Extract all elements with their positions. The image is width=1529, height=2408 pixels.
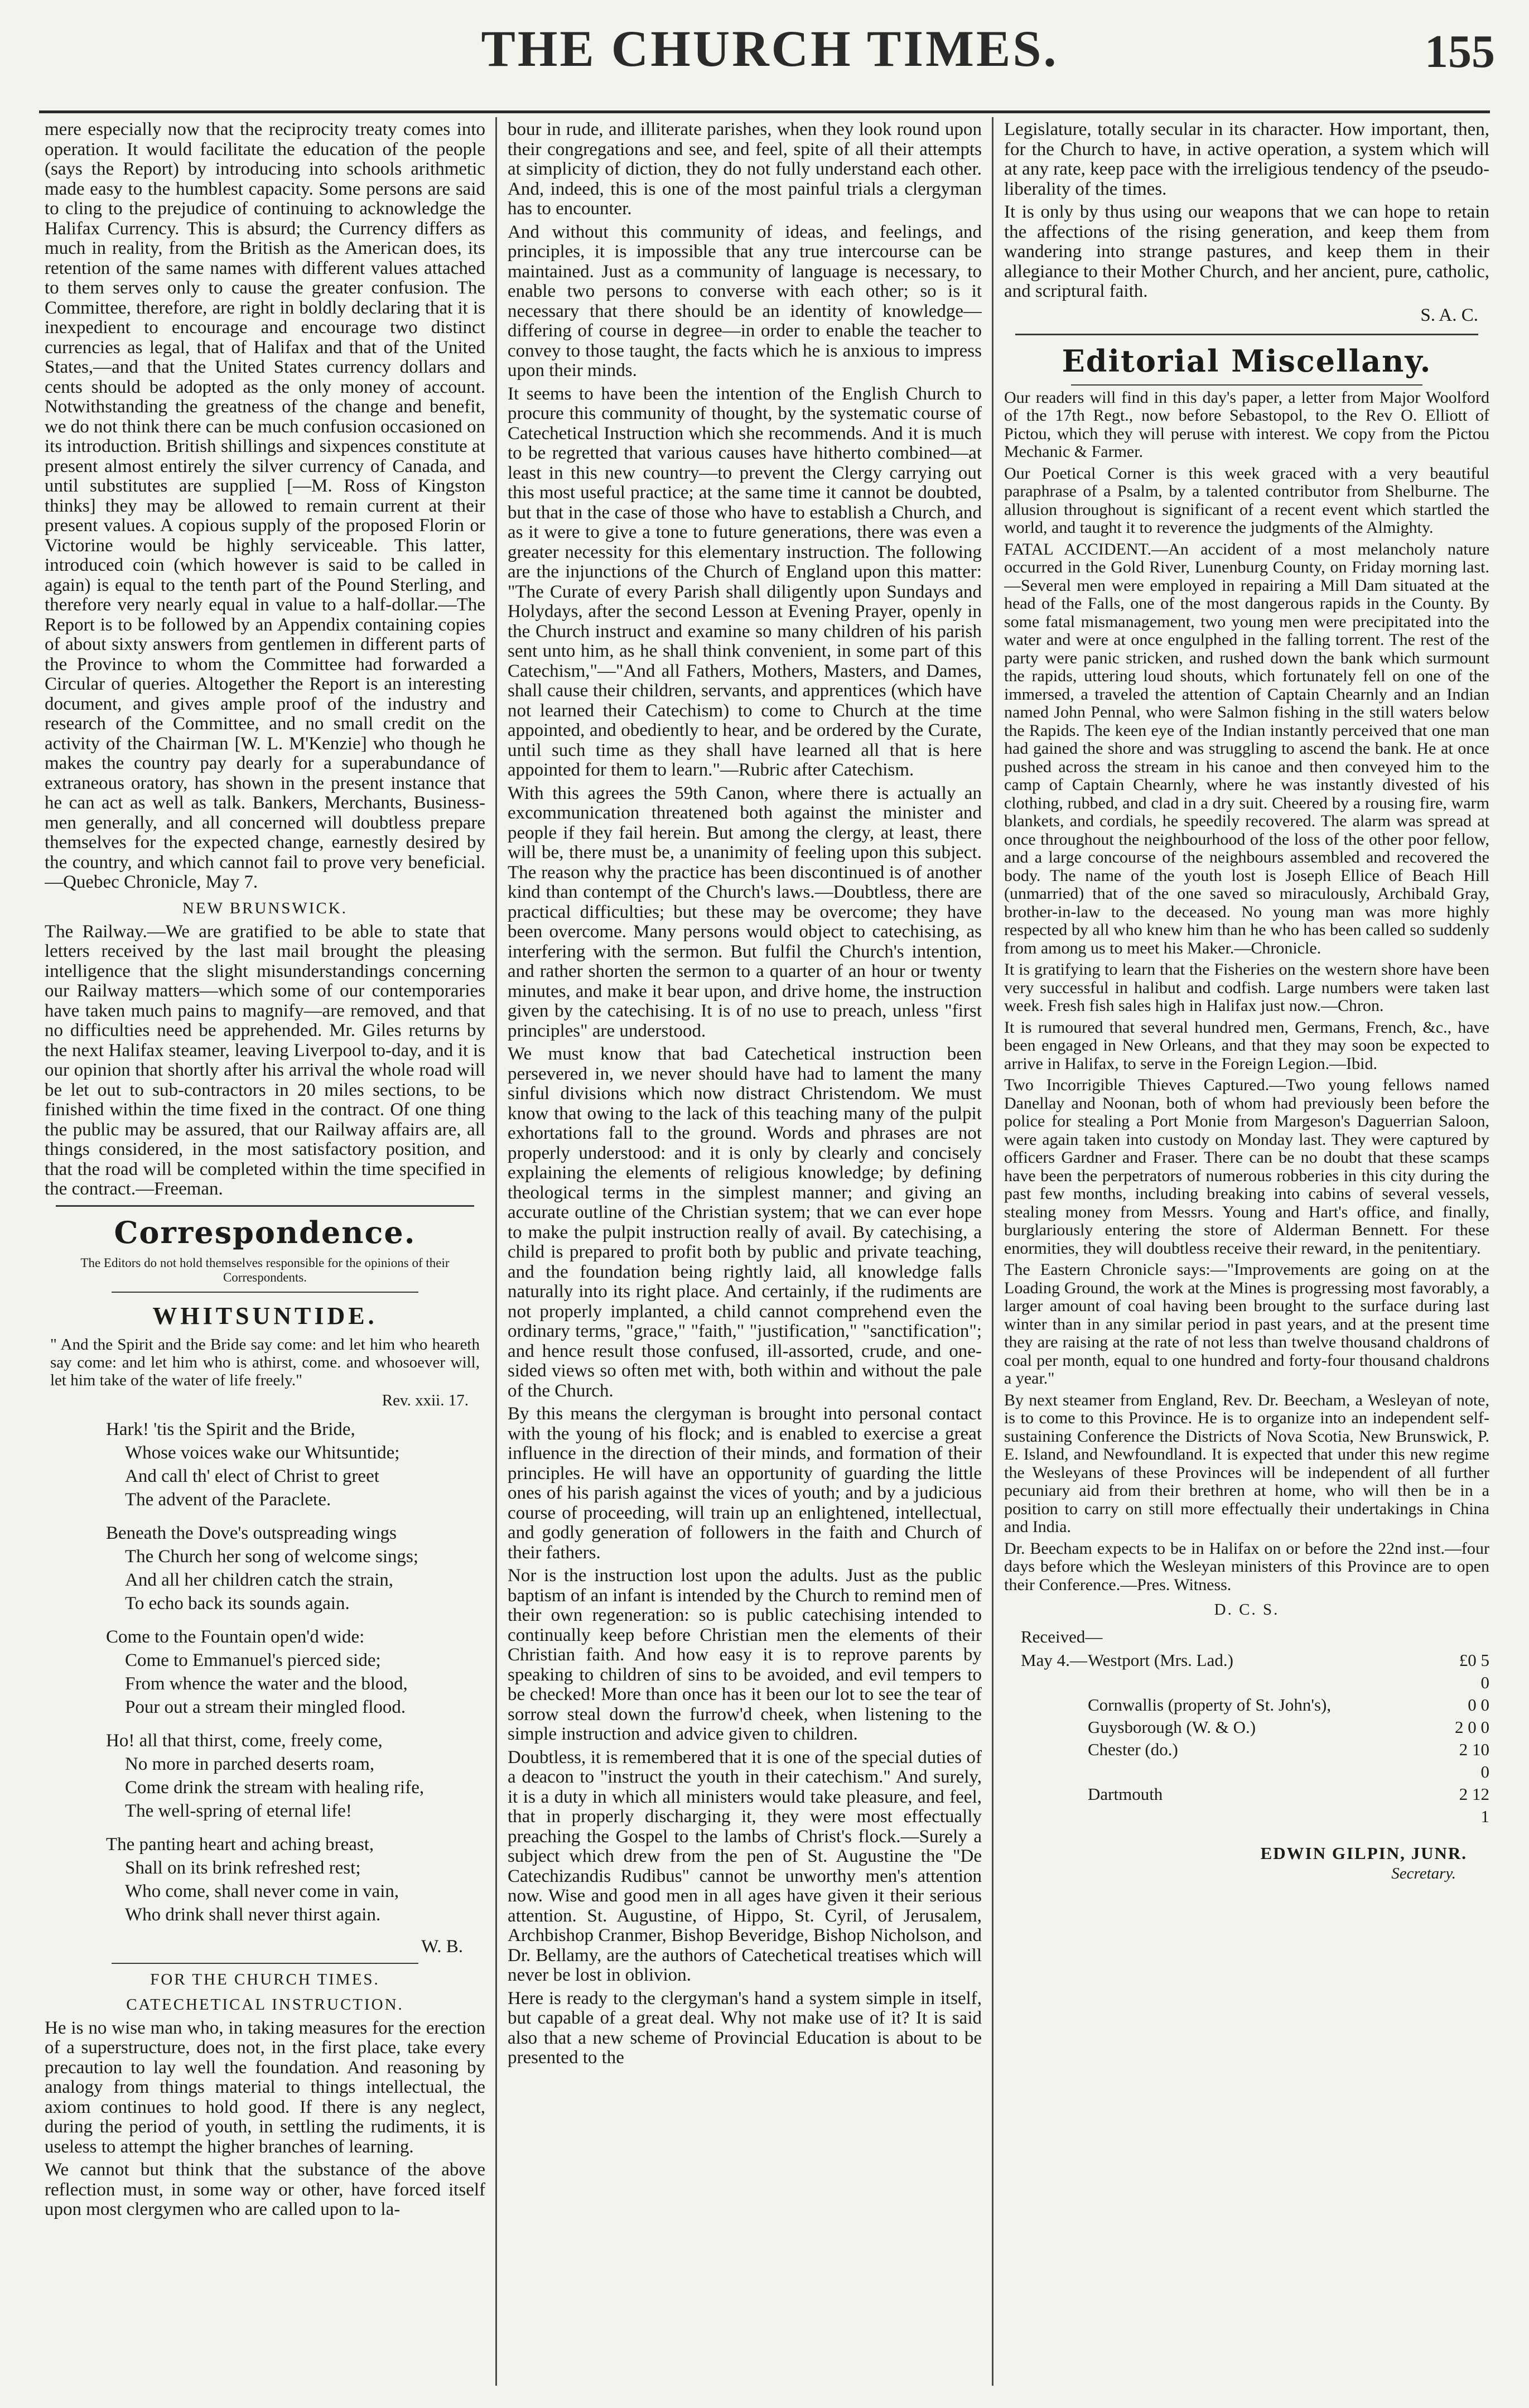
poem-line: Come to Emmanuel's pierced side; — [125, 1650, 381, 1670]
poem-signature: W. B. — [421, 1936, 463, 1957]
fund-row — [1004, 1694, 1489, 1716]
article-signature: S. A. C. — [1420, 305, 1478, 325]
news-item: Our readers will find in this day's paper, a letter from Major Woolford of the 17th Regt., now before Sebastopol, to the Rev O. Elliott of Pictou, which they will peruse with interest. We copy from the Pictou Mechanic & Farmer. — [1004, 388, 1489, 461]
paper-title: THE CHURCH TIMES. — [481, 20, 1059, 77]
fund-row — [1004, 1783, 1489, 1828]
catechetical-paragraph: Nor is the instruction lost upon the adults. Just as the public baptism of an infant is intended by the Church to remind men of their own regeneration: so is public catechising intended to continually keep before Christian men the elements of their Christian faith. And how easy it is to reprove parents by speaking to children of sins to be avoided, and evil tempers to be checked! More than once has it been our lot to see the tear of sorrow steal down the furrow'd cheek, when listening to the simple instruction and advice given to children. — [508, 1566, 982, 1744]
poem-line: The panting heart and aching breast, — [106, 1834, 374, 1855]
poem-line: And all her children catch the strain, — [125, 1569, 394, 1590]
editorial-miscellany-heading: Editorial Miscellany. — [1062, 343, 1432, 379]
fund-initials: D. C. S. — [1214, 1601, 1280, 1619]
catechetical-paragraph: We must know that bad Catechetical instruction been persevered in, we never should have had to lament the many sinful divisions which now distract Christendom. We must know that owing to the lack of this teaching many of the pulpit exhortations fall to the ground. Words and phrases are not properly understood: and it is only by clearly and concisely explaining the elements of religious knowledge; by defining theological terms in the simplest manner; and giving an accurate outline of the Christian system; that we can ever hope to make the pulpit instruction really of avail. By catechising, a child is prepared to profit both by public and private teaching, and the foundation being rightly laid, all knowledge falls naturally into its right place. And certainly, if the rudiments are not properly implanted, a child cannot comprehend even the ordinary terms, "grace," "faith," "justification," "sanctification"; and hence result those confused, ill-assorted, crude, and one-sided views so often met with, both within and without the pale of the Church. — [508, 1044, 982, 1401]
catechetical-paragraph: And without this community of ideas, and feelings, and principles, it is impossible that any true intercourse can be maintained. Just as a community of language is necessary, to enable two persons to converse with each other; so is it necessary that there should be an identity of knowledge—differing of course in degree—in order to enable the teacher to convey to those taught, the facts which he is anxious to impress upon their minds. — [508, 221, 982, 381]
poem-line: Beneath the Dove's outspreading wings — [106, 1523, 397, 1543]
poem-line: Hark! 'tis the Spirit and the Bride, — [106, 1419, 355, 1439]
correspondence-heading: Correspondence. — [114, 1214, 416, 1250]
poem-line: Come to the Fountain open'd wide: — [106, 1626, 365, 1647]
for-church-times-label: FOR THE CHURCH TIMES. — [150, 1970, 380, 1988]
new-brunswick-heading: NEW BRUNSWICK. — [182, 899, 348, 917]
poem-stanza — [106, 1418, 485, 1511]
fund-amount: £0 5 0 — [1459, 1650, 1489, 1692]
poem-line: No more in parched deserts roam, — [125, 1754, 375, 1774]
poem-line: Who come, shall never come in vain, — [125, 1881, 399, 1901]
whitsuntide-poem — [106, 1418, 485, 1927]
news-item: It is rumoured that several hundred men, Germans, French, &c., have been engaged in New Orleans, and that they may soon be expected to arrive in Halifax, to serve in the Foreign Legion.—Ibid. — [1004, 1018, 1489, 1073]
fund-donor: Chester (do.) — [1088, 1740, 1178, 1759]
poem-line: Whose voices wake our Whitsuntide; — [125, 1442, 400, 1463]
poem-stanza — [106, 1521, 485, 1615]
poem-line: The well-spring of eternal life! — [125, 1800, 352, 1821]
column-divider — [992, 117, 993, 2386]
column-3 — [1004, 120, 1489, 2386]
poem-line: From whence the water and the blood, — [125, 1673, 408, 1694]
catechetical-paragraph: He is no wise man who, in taking measures for the erection of a superstructure, does not, in the first place, take every precaution to lay well the foundation. And reasoning by analogy from things material to things intellectual, the axiom continues to hold good. If there is any neglect, during the period of youth, in settling the rudiments, it is useless to attempt the higher branches of learning. — [45, 2017, 485, 2157]
poem-line: The Church her song of welcome sings; — [125, 1546, 419, 1567]
fund-date — [1004, 1783, 1088, 1828]
fund-donor: Guysborough (W. & O.) — [1088, 1717, 1256, 1737]
catechetical-paragraph: Here is ready to the clergyman's hand a system simple in itself, but capable of a great deal. Why not make use of it? It is said also that a new scheme of Provincial Education is about to be presented to the — [508, 1988, 982, 2068]
poem-stanza — [106, 1729, 485, 1823]
fund-donor: Westport (Mrs. Lad.) — [1088, 1650, 1233, 1670]
fund-donor: Cornwallis (property of St. John's), — [1088, 1695, 1332, 1715]
fund-signatory: EDWIN GILPIN, JUNR. — [1260, 1843, 1467, 1863]
fund-donor: Dartmouth — [1088, 1784, 1163, 1804]
fund-date — [1004, 1738, 1088, 1783]
catechetical-paragraph: With this agrees the 59th Canon, where there is actually an excommunication threatened both against the minister and people if they fail herein. But among the clergy, at least, there will be, there must be, a unanimity of feeling upon this subject. The reason why the practice has been discontinued is of another kind than contempt of the Church's laws.—Doubtless, there are practical difficulties; but these may be overcome; they have been overcome. Many persons would object to catechising, as interfering with the sermon. But fulfil the Church's intention, and rather shorten the sermon to a quarter of an hour or twenty minutes, and make it bear upon, and drive home, the instruction given by the catechising. It is of no use to preach, unless "first principles" are understood. — [508, 783, 982, 1041]
fund-amount: 2 10 0 — [1459, 1740, 1489, 1781]
fund-row — [1004, 1716, 1489, 1738]
fund-row — [1004, 1738, 1489, 1783]
news-item: Dr. Beecham expects to be in Halifax on or before the 22nd inst.—four days before which the Wesleyan ministers of this Province are to open their Conference.—Pres. Witness. — [1004, 1539, 1489, 1594]
fund-date — [1004, 1716, 1088, 1738]
news-item: Two Incorrigible Thieves Captured.—Two young fellows named Danellay and Noonan, both of whom had previously been before the police for stealing a Port Monie from Margeson's Daguerrian Saloon, were again taken into custody on Monday last. They were captured by officers Gardner and Fraser. There can be no doubt that these scamps have been the perpetrators of numerous robberies in this city during the past few months, including breaking into cabins of several vessels, stealing money from Messrs. Young and Hart's office, and finally, burglariously entering the store of Alderman Bennett. For these enormities, they will doubtless receive their reward, in the penitentiary. — [1004, 1076, 1489, 1258]
catechetical-heading: CATECHETICAL INSTRUCTION. — [126, 1995, 404, 2014]
catechetical-paragraph: We cannot but think that the substance of the above reflection must, in some way or other, have forced itself upon most clergymen who are called upon to la- — [45, 2160, 485, 2219]
column-2 — [508, 120, 982, 2386]
poem-line: To echo back its sounds again. — [125, 1593, 350, 1614]
section-rule — [1015, 334, 1478, 335]
catechetical-paragraph: By this means the clergyman is brought into personal contact with the young of his flock; and is enabled to exercise a great influence in the direction of their minds, and formation of their principles. He will have an opportunity of guarding the little ones of his parish against the vices of youth; and by a judicious course of proceeding, will train up an enlightened, intellectual, and godly generation of followers in the faith and Church of their fathers. — [508, 1404, 982, 1563]
poem-line: Ho! all that thirst, come, freely come, — [106, 1730, 383, 1751]
poem-line: Pour out a stream their mingled flood. — [125, 1697, 406, 1717]
fund-row — [1004, 1649, 1489, 1694]
page-number: 155 — [1425, 26, 1495, 78]
masthead-rule — [39, 110, 1490, 113]
poem-stanza — [106, 1625, 485, 1719]
fund-amount: 0 0 — [1468, 1695, 1489, 1715]
section-rule — [112, 1292, 418, 1293]
fund-received-label: Received— — [1021, 1627, 1103, 1646]
news-item: Our Poetical Corner is this week graced with a very beautiful paraphrase of a Psalm, by a talented contributor from Shelburne. The allusion throughout is significant of a recent event which startled the world, and taught it to reverence the judgments of the Almighty. — [1004, 464, 1489, 537]
fund-date — [1004, 1694, 1088, 1716]
poem-stanza — [106, 1833, 485, 1927]
fund-amount: 2 12 1 — [1459, 1784, 1489, 1826]
catechetical-paragraph: bour in rude, and illiterate parishes, when they look round upon their congregations and see, and feel, spite of all their attempts at simplicity of diction, they do not fully understand each other. And, indeed, this is one of the most painful trials a clergyman has to encounter. — [508, 120, 982, 219]
catechetical-paragraph: Doubtless, it is remembered that it is one of the special duties of a deacon to "instruct the youth in their catechism." And surely, it is a duty in which all ministers would take pleasure, and feel, that in properly discharging it, they were most effectually preaching the Gospel to the lambs of Christ's flock.—Surely a subject which drew from the pen of St. Augustine the "De Catechizandis Rudibus" cannot be unworthy men's attention now. Wise and good men in all ages have given it their serious attention. St. Augustine, of Hippo, St. Cyril, of Jerusalem, Archbishop Cranmer, Bishop Beveridge, Bishop Nicholson, and Dr. Bellamy, are the authors of Catechetical treatises which will never be lost in oblivion. — [508, 1747, 982, 1985]
column-1 — [45, 120, 485, 2386]
fund-date: May 4.— — [1021, 1650, 1087, 1670]
poem-line: Shall on its brink refreshed rest; — [125, 1857, 361, 1878]
news-item: It is gratifying to learn that the Fisheries on the western shore have been very successful in halibut and codfish. Large numbers were taken last week. Fresh fish sales high in Halifax just now.—Chron. — [1004, 960, 1489, 1015]
masthead — [39, 6, 1501, 117]
news-item: By next steamer from England, Rev. Dr. Beecham, a Wesleyan of note, is to come to this Province. He is to organize into an independent self-sustaining Conference the Districts of Nova Scotia, New Brunswick, P. E. Island, and Newfoundland. It is expected that under this new regime the Wesleyans of these Provinces will be independent of all further pecuniary aid from their brethren at home, who will then be in a position to carry on still more effectually their undertakings in China and India. — [1004, 1390, 1489, 1536]
currency-article-paragraph: mere especially now that the reciprocity treaty comes into operation. It would facilitate the education of the people (says the Report) by introducing into schools arithmetic made easy to the humblest capacity. Some persons are said to cling to the prejudice of continuing to acknowledge the Halifax Currency. This is absurd; the Currency differs as much in reality, from the British as the American does, its retention of the same names with different values attached to them serves only to cause the greater confusion. The Committee, therefore, are right in boldly declaring that it is inexpedient to encourage and encourage two distinct currencies as legal, that of Halifax and that of the United States,—and that the United States currency dollars and cents should be adopted as the only money of account. Notwithstanding the greatness of the change and benefit, we do not think there can be much confusion occasioned on its introduction. British shillings and sixpences constitute at present almost entirely the silver currency of Canada, and until substitutes are supplied [—M. Ross of Kingston thinks] they may be allowed to remain current at their present values. A copious supply of the proposed Florin or Victorine would be highly serviceable. This latter, introduced coin (which however is said to be called in again) is equal to the tenth part of the Pound Sterling, and therefore very nearly equal in value to a half-dollar.—The Report is to be followed by an Appendix containing copies of about sixty answers from gentlemen in different parts of the Province to whom the Committee had forwarded a Circular of queries. Altogether the Report is an interesting document, and gives ample proof of the industry and research of the Committee, and no small credit on the activity of the Chairman [W. L. M'Kenzie] who though he makes the country pay dearly for a superabundance of extraneous oratory, has shown in the present instance that he can act as well as talk. Bankers, Merchants, Business-men generally, and all concerned will doubtless prepare themselves for the expected change, earnestly desired by the country, and which cannot fail to prove very beneficial.—Quebec Chronicle, May 7. — [45, 120, 485, 892]
catechetical-paragraph: It seems to have been the intention of the English Church to procure this community of thought, by the systematic course of Catechetical Instruction which she recommends. And it is much to be regretted that various causes have hitherto combined—at least in this new country—to prevent the Clergy carrying out this most useful practice; at the same time it cannot be doubted, but that in the case of those who have to establish a Church, and as it were to give a tone to future generations, there was even a greater necessity for this elementary instruction. The following are the injunctions of the Church of England upon this matter: "The Curate of every Parish shall diligently upon Sundays and Holydays, after the second Lesson at Evening Prayer, openly in the Church instruct and examine so many children of his parish sent unto him, as he shall think convenient, in some part of this Catechism,"—"And all Fathers, Mothers, Masters, and Dames, shall cause their children, servants, and apprentices (which have not learned their Catechism) to come to Church at the time appointed, and obediently to hear, and be ordered by the Curate, until such time as they shall have learned all that is here appointed for them to learn."—Rubric after Catechism. — [508, 383, 982, 780]
catechetical-paragraph: It is only by thus using our weapons that we can hope to retain the affections of the rising generation, and keep them from wandering into strange pastures, and keep them in their allegiance to their Mother Church, and her ancient, pure, catholic, and scriptural faith. — [1004, 202, 1489, 301]
section-rule — [56, 1205, 474, 1207]
news-item: FATAL ACCIDENT.—An accident of a most melancholy nature occurred in the Gold River, Lunenburg County, on Friday morning last.—Several men were employed in repairing a Mill Dam situated at the head of the Falls, one of the most dangerous rapids in the County. By some fatal mismanagement, two young men were precipitated into the water and were at once engulphed in the falling torrent. The rest of the party were panic stricken, and rushed down the bank which surmount the rapids, uttering loud shouts, which fortunately fell on one of the immersed, a traveled the attention of Captain Chearnly and an Indian named John Pennal, who were Salmon fishing in the still waters below the Rapids. The keen eye of the Indian instantly perceived that one man had gained the shore and was struggling to ascend the bank. He at once pushed across the stream in his canoe and then conveyed him to the camp of Captain Chearnly, where he was instantly divested of his clothing, rubbed, and clad in a dry suit. Cheered by a rousing fire, warm blankets, and cordials, he speedily recovered. The alarm was spread at once throughout the neighbourhood of the loss of the other poor fellow, and a large concourse of the neighbours assembled and recovered the body. The name of the youth lost is Joseph Ellice of Beach Hill (unmarried) that of the one saved so miraculously, Archibald Gray, brother-in-law to the deceased. No young man was more highly respected by all who knew him than he who has been called so suddenly from among us to meet his Maker.—Chronicle. — [1004, 540, 1489, 957]
poem-line: Who drink shall never thirst again. — [125, 1904, 381, 1925]
poem-line: The advent of the Paraclete. — [125, 1489, 331, 1510]
catechetical-paragraph: Legislature, totally secular in its character. How important, then, for the Church to have, in active operation, a system which will at any rate, keep pace with the irreligious tendency of the pseudo-liberality of the times. — [1004, 120, 1489, 199]
fund-amount: 2 0 0 — [1455, 1717, 1489, 1737]
section-rule — [1071, 384, 1422, 386]
poem-epigraph: " And the Spirit and the Bride say come: and let him who heareth say come: and let him who is athirst, come. and whosoever will, let him take of the water of life freely." — [50, 1335, 480, 1389]
railway-article-paragraph: The Railway.—We are gratified to be able to state that letters received by the last mail brought the pleasing intelligence that the slight misunderstandings concerning our Railway matters—which some of our contemporaries have taken much pains to magnify—are removed, and that no difficulties need be apprehended. Mr. Giles returns by the next Halifax steamer, leaving Liverpool to-day, and it is our opinion that shortly after his arrival the whole road will be let out to sub-contractors in 20 miles sections, to be finished within the time fixed in the contract. Of one thing the public may be assured, that our Railway affairs are, all things considered, in the most satisfactory position, and that the road will be completed within the time specified in the contract.—Freeman. — [45, 921, 485, 1199]
column-divider — [495, 117, 497, 2386]
poem-line: And call th' elect of Christ to greet — [125, 1466, 379, 1486]
fund-signatory-title: Secretary. — [1391, 1865, 1456, 1882]
poem-line: Come drink the stream with healing rife, — [125, 1777, 425, 1798]
news-item: The Eastern Chronicle says:—"Improvements are going on at the Loading Ground, the work at the Mines is progressing most favorably, a larger amount of coal having been brought to the surface during last winter than in any similar period in past years, and at the present time they are raising at the rate of not less than twelve thousand chaldrons of coal per month, equal to one hundred and forty-four thousand chaldrons a year." — [1004, 1260, 1489, 1388]
whitsuntide-heading: WHITSUNTIDE. — [152, 1302, 378, 1330]
editors-disclaimer: The Editors do not hold themselves responsible for the opinions of their Correspondents. — [80, 1255, 450, 1284]
section-rule — [112, 1963, 418, 1964]
epigraph-reference: Rev. xxii. 17. — [382, 1391, 469, 1409]
